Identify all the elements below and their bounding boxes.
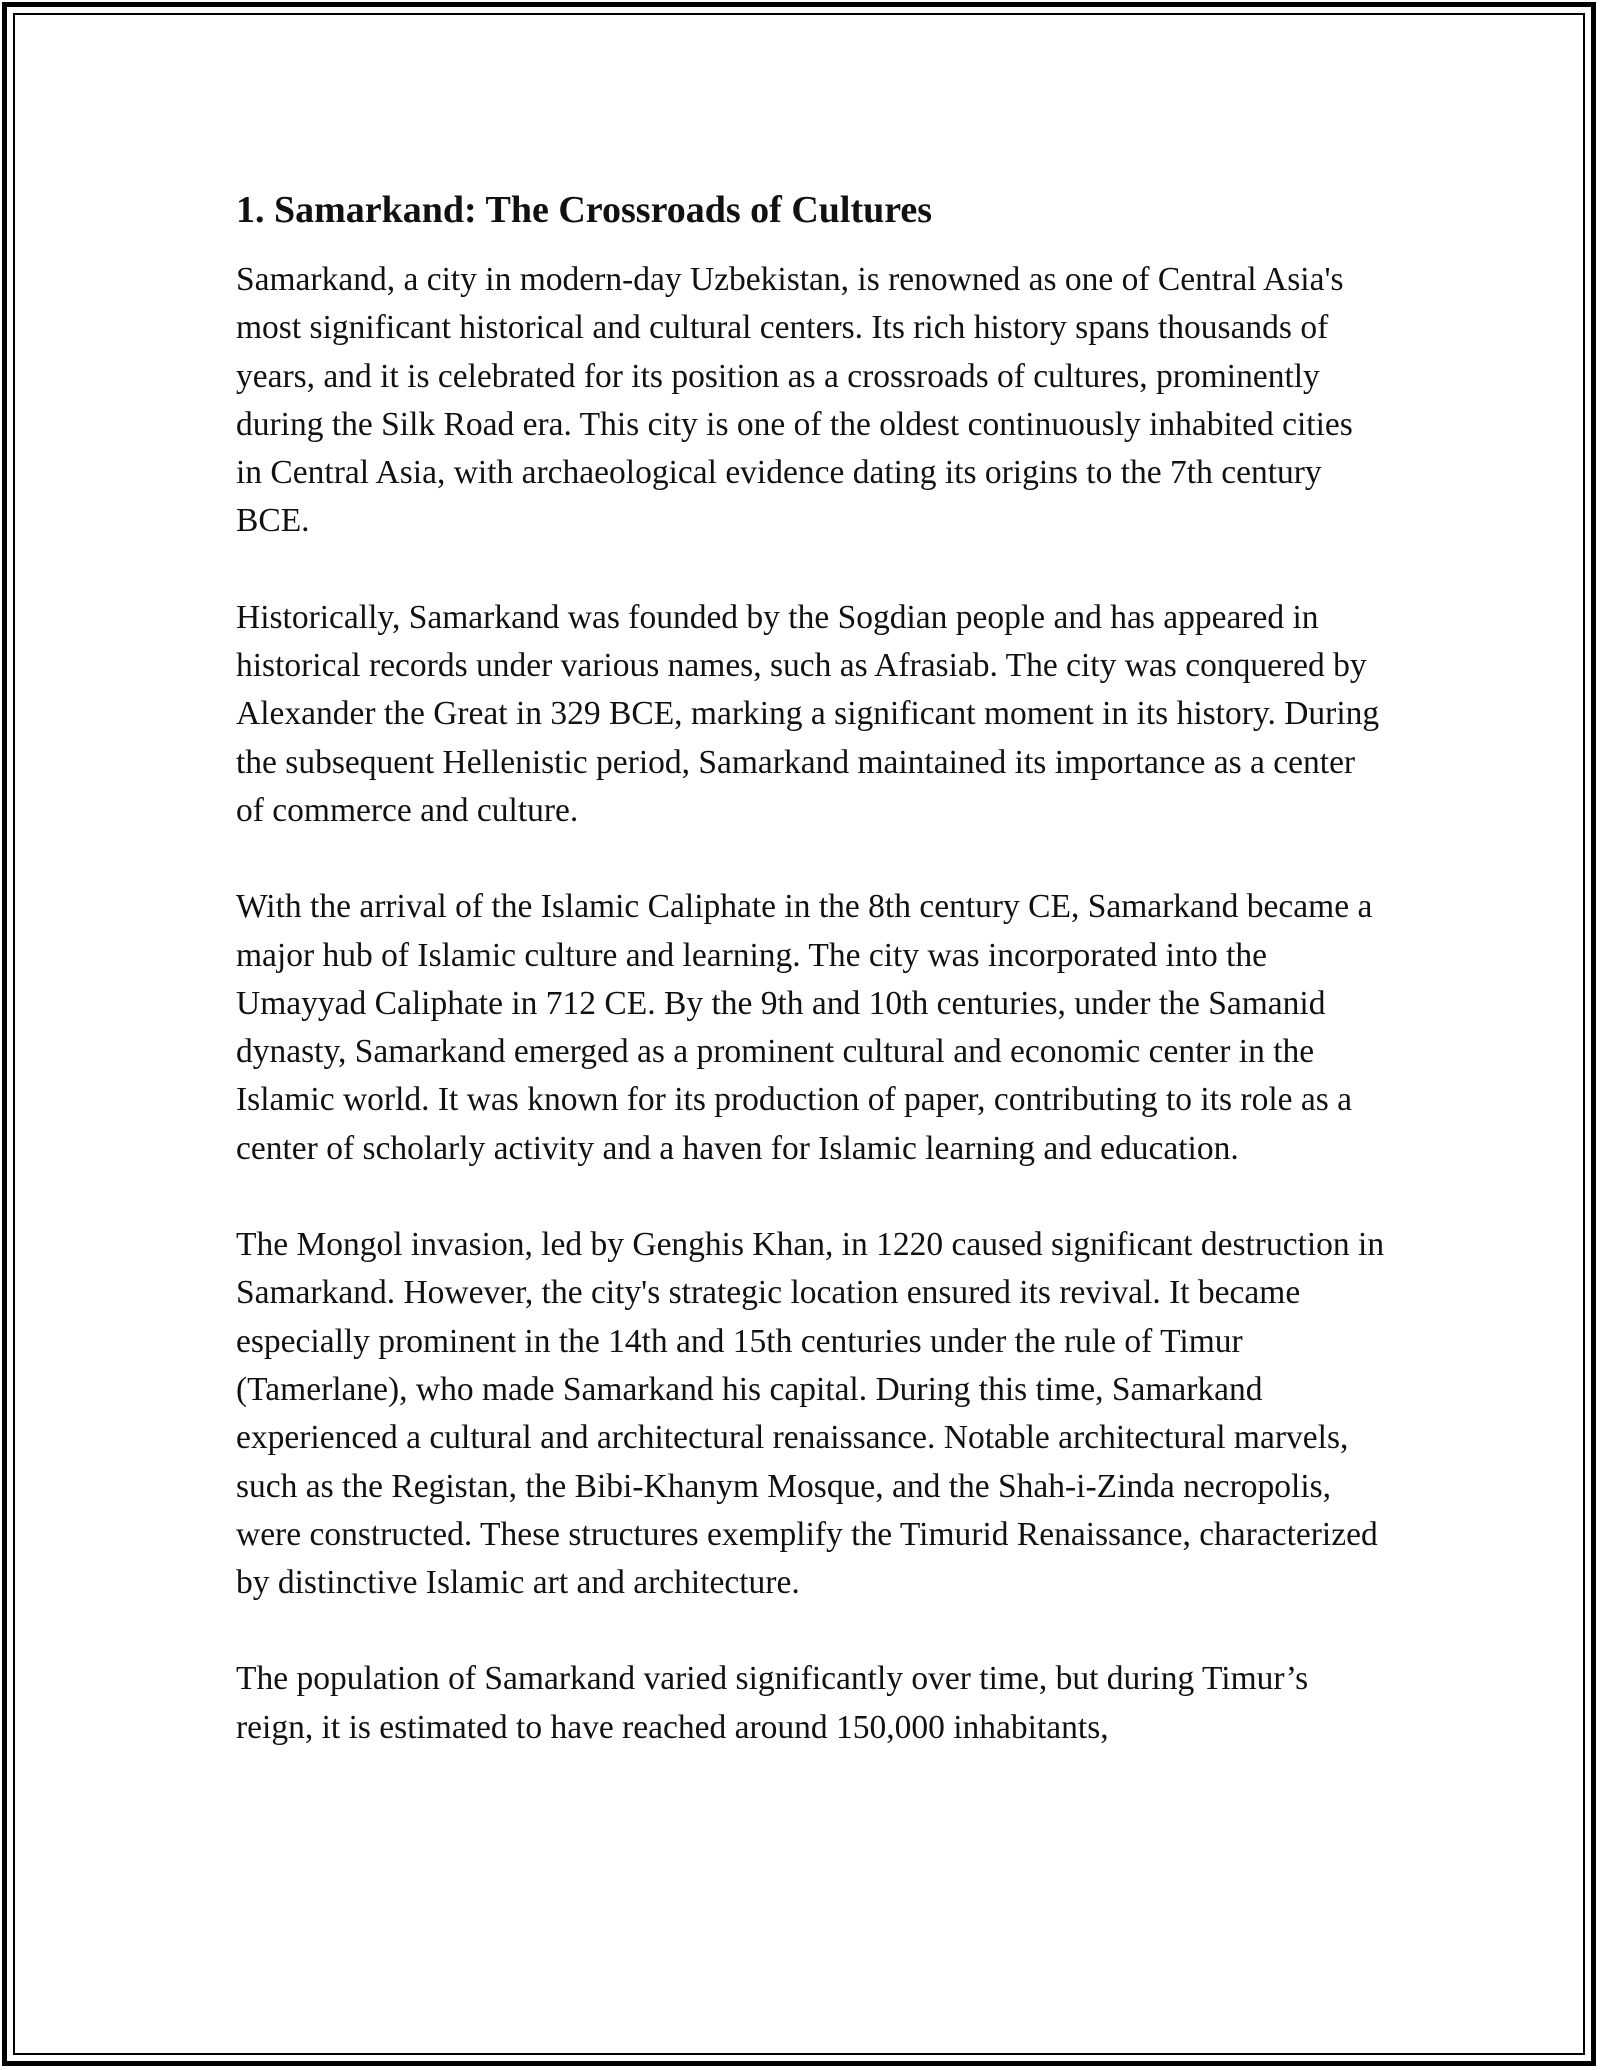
paragraph-2: Historically, Samarkand was founded by the Sogdian people and has appeared in historical records under various names, such as Afrasiab. The city was conquered by Alexander the Great in 329 BCE, marking a significant moment in its history. During the subsequent Hellenistic period, Samarkand maintained its importance as a center of commerce and culture. [236, 598, 1380, 829]
paragraph-3: With the arrival of the Islamic Caliphate in the 8th century CE, Samarkand became a major hub of Islamic culture and learning. The city was incorporated into the Umayyad Caliphate in 712 CE. By the 9th and 10th centuries, under the Samanid dynasty, Samarkand emerged as a prominent cultural and economic center in the Islamic world. It was known for its production of paper, contributing to its role as a center of scholarly activity and a haven for Islamic learning and education. [236, 888, 1373, 1167]
paragraph-4: The Mongol invasion, led by Genghis Khan, in 1220 caused significant destruction in Samarkand. However, the city's strategic location ensured its revival. It became especially prominent in the 14th and 15th centuries under the rule of Timur (Tamerlane), who made Samarkand his capital. During this time, Samarkand experienced a cultural and architectural renaissance. Notable architectural marvels, such as the Registan, the Bibi-Khanym Mosque, and the Shah-i-Zinda necropolis, were constructed. These structures exemplify the Timurid Renaissance, characterized by distinctive Islamic art and architecture. [236, 1226, 1385, 1602]
paragraph-5: The population of Samarkand varied significantly over time, but during Timur’s reign, it is estimated to have reached around 150,000 inhabitants, [236, 1660, 1309, 1746]
section-heading: 1. Samarkand: The Crossroads of Cultures [236, 189, 933, 231]
paragraph-1: Samarkand, a city in modern-day Uzbekistan, is renowned as one of Central Asia's most significant historical and cultural centers. Its rich history spans thousands of years, and it is celebrated for its position as a crossroads of cultures, prominently during the Silk Road era. This city is one of the oldest continuously inhabited cities in Central Asia, with archaeological evidence dating its origins to the 7th century BCE. [236, 261, 1353, 540]
document-body [236, 186, 1386, 1800]
